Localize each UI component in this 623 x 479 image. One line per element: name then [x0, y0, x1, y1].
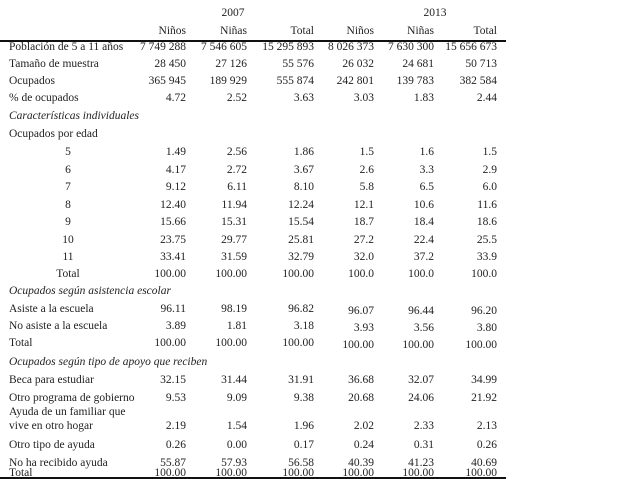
- table-cell: 15.54: [288, 216, 314, 228]
- row-label: 6: [65, 164, 71, 176]
- table-cell: 9.09: [226, 392, 247, 404]
- table-cell: 189 929: [209, 75, 247, 87]
- table-cell: 100.00: [465, 467, 497, 479]
- table-cell: 56.58: [288, 457, 314, 469]
- table-cell: 3.89: [165, 320, 186, 332]
- table-cell: 55 576: [282, 58, 314, 70]
- table-cell: 9.38: [293, 392, 314, 404]
- row-label: Población de 5 a 11 años: [9, 41, 124, 53]
- table-cell: 0.26: [476, 439, 497, 451]
- table-cell: 0.17: [293, 439, 314, 451]
- table-cell: 7 546 605: [201, 41, 247, 53]
- table-cell: 32.0: [353, 251, 374, 263]
- row-label: 5: [65, 146, 71, 158]
- table-cell: 100.00: [342, 339, 374, 351]
- row-label: Asiste a la escuela: [9, 303, 94, 315]
- table-cell: 15.66: [160, 216, 186, 228]
- table-cell: 0.24: [353, 439, 374, 451]
- table-cell: 1.49: [165, 146, 186, 158]
- table-cell: 8 026 373: [328, 41, 374, 53]
- table-cell: 9.12: [165, 181, 186, 193]
- table-cell: 15.31: [221, 216, 247, 228]
- table-cell: 7 630 300: [388, 41, 434, 53]
- table-cell: 242 801: [336, 75, 374, 87]
- table-cell: 24 681: [402, 58, 434, 70]
- row-label: Otro tipo de ayuda: [9, 439, 95, 451]
- table-cell: 2.72: [226, 164, 247, 176]
- table-cell: 21.92: [471, 392, 497, 404]
- table-cell: 1.96: [293, 420, 314, 432]
- table-cell: 100.00: [282, 337, 314, 349]
- row-label: Ayuda de un familiar que: [9, 406, 126, 418]
- table-cell: 12.1: [353, 199, 374, 211]
- table-cell: 3.63: [293, 92, 314, 104]
- table-cell: 22.4: [413, 234, 434, 246]
- row-label: 11: [62, 251, 74, 263]
- table-cell: 100.0: [348, 268, 374, 280]
- table-cell: 6.0: [482, 181, 497, 193]
- row-label: Otro programa de gobierno: [9, 392, 135, 404]
- table-cell: 7 749 288: [140, 41, 186, 53]
- row-label: Beca para estudiar: [9, 374, 94, 386]
- table-cell: 50 713: [465, 58, 497, 70]
- table-cell: 18.4: [413, 216, 434, 228]
- table-cell: 31.44: [221, 374, 247, 386]
- table-cell: 96.44: [408, 305, 434, 317]
- table-cell: 2.13: [476, 420, 497, 432]
- table-cell: 100.00: [215, 268, 247, 280]
- table-cell: 1.6: [419, 146, 434, 158]
- table-cell: 100.00: [215, 337, 247, 349]
- table-cell: 32.07: [408, 374, 434, 386]
- section-heading: Características individuales: [9, 110, 140, 122]
- table-cell: 100.0: [408, 268, 434, 280]
- table-cell: 31.91: [288, 374, 314, 386]
- row-label: 10: [62, 234, 74, 246]
- table-cell: 365 945: [148, 75, 186, 87]
- column-header: Niñas: [407, 25, 434, 37]
- table-cell: 1.83: [413, 92, 434, 104]
- table-cell: 11.94: [221, 199, 247, 211]
- column-header: Niñas: [220, 25, 247, 37]
- table-cell: 3.56: [413, 322, 434, 334]
- table-cell: 31.59: [221, 251, 247, 263]
- table-cell: 18.6: [476, 216, 497, 228]
- table-cell: 55.87: [160, 457, 186, 469]
- table-cell: 100.0: [471, 268, 497, 280]
- column-header: Niños: [158, 25, 186, 37]
- table-cell: 100.00: [215, 467, 247, 479]
- table-cell: 98.19: [221, 303, 247, 315]
- table-cell: 10.6: [413, 199, 434, 211]
- table-cell: 26 032: [342, 58, 374, 70]
- row-label: Tamaño de muestra: [9, 58, 99, 70]
- table-cell: 6.11: [227, 181, 247, 193]
- table-cell: 33.9: [476, 251, 497, 263]
- table-cell: 1.5: [482, 146, 497, 158]
- table-cell: 382 584: [459, 75, 497, 87]
- table-cell: 3.3: [419, 164, 434, 176]
- table-cell: 1.54: [226, 420, 247, 432]
- table-cell: 3.80: [476, 322, 497, 334]
- table-cell: 40.69: [471, 457, 497, 469]
- table-cell: 36.68: [348, 374, 374, 386]
- table-cell: 2.33: [413, 420, 434, 432]
- table-cell: 25.81: [288, 234, 314, 246]
- table-cell: 0.31: [413, 439, 434, 451]
- table-cell: 139 783: [396, 75, 434, 87]
- table-cell: 2.02: [353, 420, 374, 432]
- table-cell: 1.86: [293, 146, 314, 158]
- table-cell: 15 656 673: [445, 41, 497, 53]
- row-label: 9: [65, 216, 71, 228]
- table-cell: 5.8: [359, 181, 374, 193]
- table-cell: 100.00: [154, 268, 186, 280]
- column-header: Niños: [346, 25, 374, 37]
- table-cell: 96.07: [348, 305, 374, 317]
- table-cell: 40.39: [348, 457, 374, 469]
- table-cell: 100.00: [402, 467, 434, 479]
- row-label: 7: [65, 181, 71, 193]
- table-cell: 34.99: [471, 374, 497, 386]
- row-label: No asiste a la escuela: [9, 320, 108, 332]
- table-cell: 18.7: [353, 216, 374, 228]
- table-cell: 27.2: [353, 234, 374, 246]
- row-label: Ocupados: [9, 75, 55, 87]
- table-cell: 1.5: [359, 146, 374, 158]
- column-header: Total: [473, 25, 497, 37]
- table-cell: 11.6: [477, 199, 497, 211]
- table-cell: 1.81: [226, 320, 247, 332]
- table-cell: 9.53: [165, 392, 186, 404]
- table-cell: 0.00: [226, 439, 247, 451]
- table-cell: 8.10: [293, 181, 314, 193]
- row-label: % de ocupados: [9, 92, 79, 104]
- section-heading: Ocupados según asistencia escolar: [9, 285, 171, 297]
- table-cell: 4.72: [165, 92, 186, 104]
- table-cell: 100.00: [282, 467, 314, 479]
- table-cell: 24.06: [408, 392, 434, 404]
- table-cell: 2.19: [165, 420, 186, 432]
- table-cell: 100.00: [465, 339, 497, 351]
- table-cell: 57.93: [221, 457, 247, 469]
- table-cell: 32.15: [160, 374, 186, 386]
- year-header-2013: 2013: [423, 7, 447, 19]
- table-cell: 3.67: [293, 164, 314, 176]
- table-cell: 12.40: [160, 199, 186, 211]
- table-cell: 96.11: [160, 303, 186, 315]
- table-cell: 555 874: [276, 75, 314, 87]
- subsection-heading: Ocupados por edad: [9, 128, 98, 140]
- table-cell: 2.6: [359, 164, 374, 176]
- table-cell: 100.00: [342, 467, 374, 479]
- table-cell: 100.00: [154, 337, 186, 349]
- row-label: Total: [9, 337, 33, 349]
- table-cell: 25.5: [476, 234, 497, 246]
- table-cell: 100.00: [282, 268, 314, 280]
- row-label: No ha recibido ayuda: [9, 457, 108, 469]
- table-cell: 2.9: [482, 164, 497, 176]
- table-cell: 96.20: [471, 305, 497, 317]
- row-label-continued: vive en otro hogar: [9, 420, 93, 432]
- table-cell: 96.82: [288, 303, 314, 315]
- table-cell: 23.75: [160, 234, 186, 246]
- table-cell: 4.17: [165, 164, 186, 176]
- row-label: Total: [56, 268, 80, 280]
- table-cell: 27 126: [215, 58, 247, 70]
- section-heading: Ocupados según tipo de apoyo que reciben: [9, 356, 208, 368]
- table-cell: 41.23: [408, 457, 434, 469]
- table-cell: 33.41: [160, 251, 186, 263]
- table-cell: 29.77: [221, 234, 247, 246]
- table-cell: 100.00: [402, 339, 434, 351]
- table-cell: 2.44: [476, 92, 497, 104]
- table-cell: 2.52: [226, 92, 247, 104]
- row-label: Total: [9, 467, 33, 479]
- table-cell: 12.24: [288, 199, 314, 211]
- column-header: Total: [290, 25, 314, 37]
- table-cell: 28 450: [154, 58, 186, 70]
- table-cell: 3.03: [353, 92, 374, 104]
- year-header-2007: 2007: [221, 7, 245, 19]
- table-cell: 37.2: [413, 251, 434, 263]
- table-cell: 15 295 893: [262, 41, 314, 53]
- table-cell: 20.68: [348, 392, 374, 404]
- row-label: 8: [65, 199, 71, 211]
- table-cell: 3.93: [353, 322, 374, 334]
- table-cell: 6.5: [419, 181, 434, 193]
- table-cell: 2.56: [226, 146, 247, 158]
- table-cell: 32.79: [288, 251, 314, 263]
- table-cell: 3.18: [293, 320, 314, 332]
- table-cell: 100.00: [154, 467, 186, 479]
- table-cell: 0.26: [165, 439, 186, 451]
